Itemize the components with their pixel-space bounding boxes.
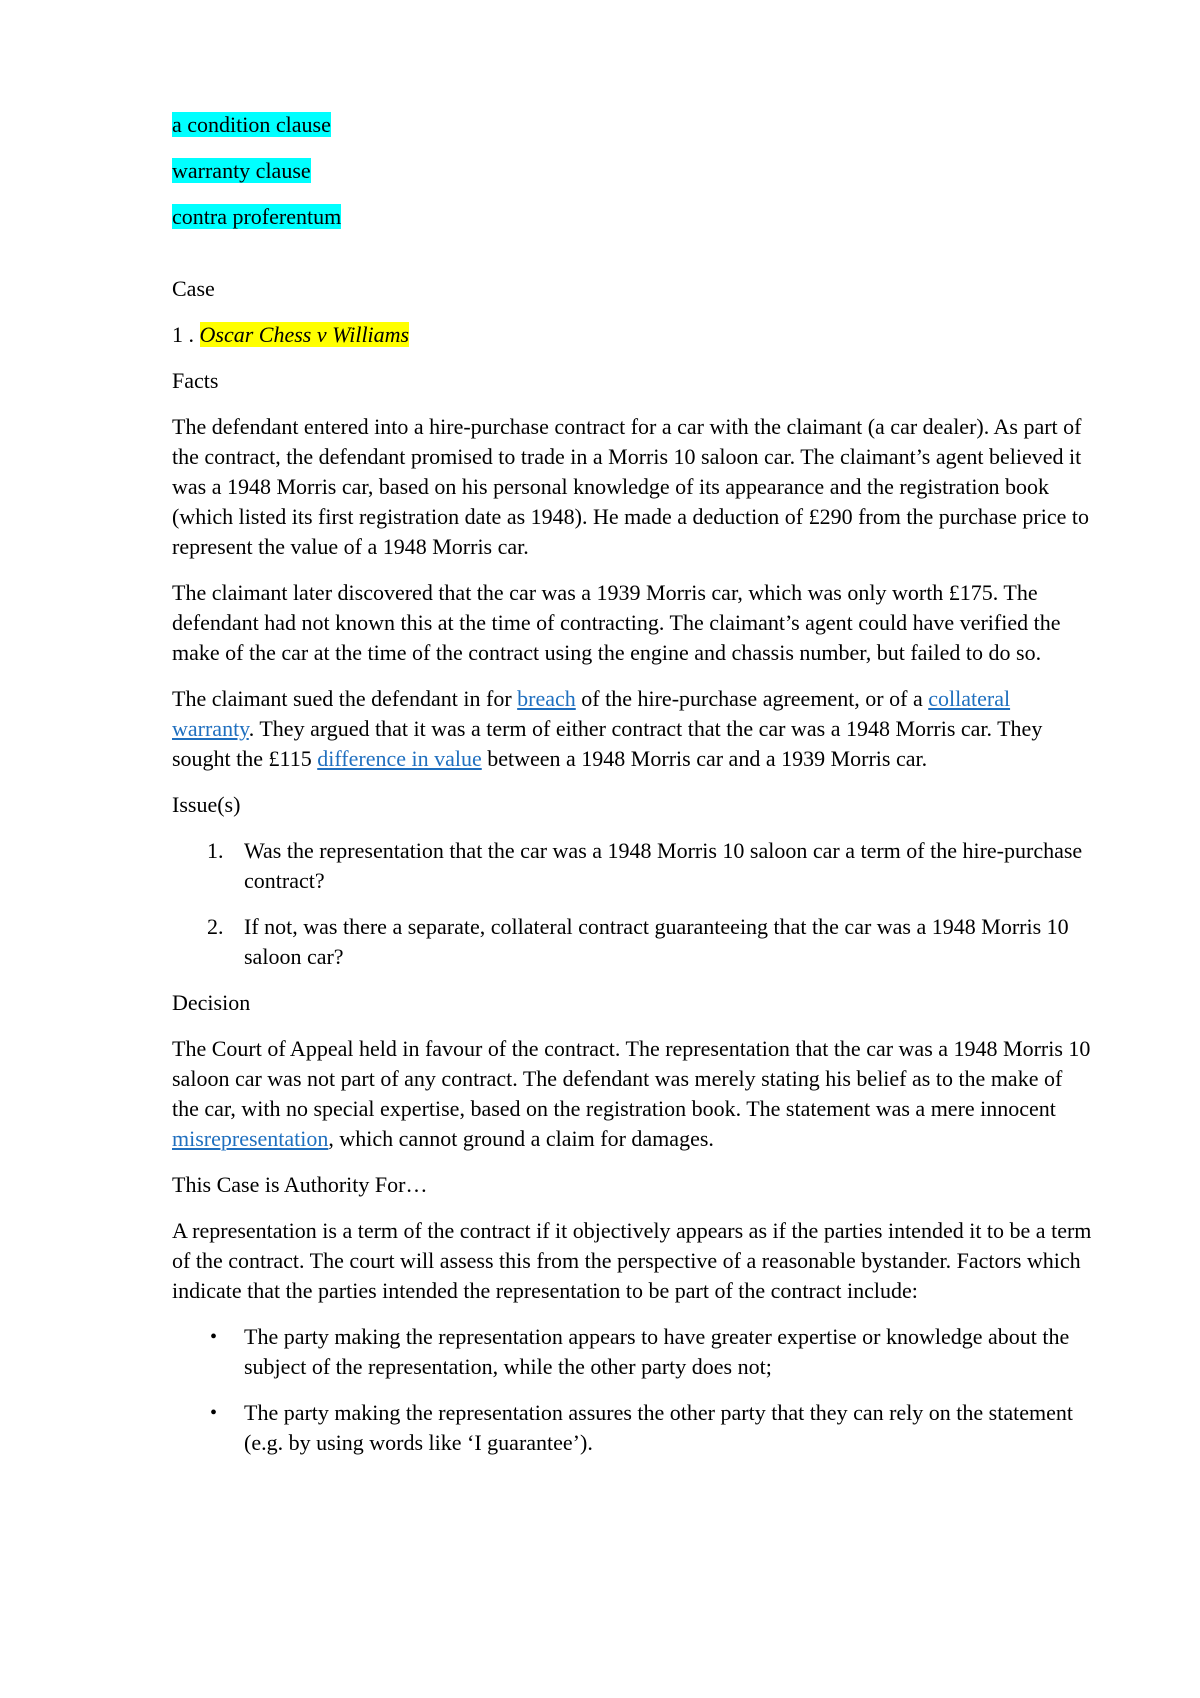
- list-item: 1. Was the representation that the car was a 1948 Morris 10 saloon car a term of the hire-purchase contract?: [207, 838, 1083, 893]
- decision-heading: Decision: [172, 990, 251, 1015]
- collateral-warranty-link[interactable]: collateral warranty: [172, 686, 1011, 741]
- case-number: 1 .: [172, 322, 194, 347]
- keyword-line: [172, 204, 1092, 234]
- list-item: 2. If not, was there a separate, collateral contract guaranteeing that the car was a 1948 Morris 10 saloon car?: [207, 914, 1069, 969]
- breach-link[interactable]: breach: [517, 686, 576, 711]
- keyword-warranty-clause: warranty clause: [172, 158, 311, 183]
- decision-paragraph: The Court of Appeal held in favour of the contract. The representation that the car was a 1948 Morris 10 saloon car was not part of any contract. The defendant was merely stating his belief as to the make of the car, with no special expertise, based on the registration book. The statement was a mere innocent misrepresentation, which cannot ground a claim for damages.: [172, 1036, 1091, 1151]
- keyword-line: [172, 158, 1092, 188]
- list-item: • The party making the representation assures the other party that they can rely on the statement (e.g. by using words like ‘I guarantee’).: [210, 1400, 1073, 1455]
- document-body: [172, 112, 1092, 1474]
- facts-paragraph-1: The defendant entered into a hire-purchase contract for a car with the claimant (a car dealer). As part of the contract, the defendant promised to trade in a Morris 10 saloon car. The claimant’s agent believed it was a 1948 Morris car, based on his personal knowledge of its appearance and the registration book (which listed its first registration date as 1948). He made a deduction of £290 from the purchase price to represent the value of a 1948 Morris car.: [172, 414, 1090, 559]
- authority-paragraph: A representation is a term of the contract if it objectively appears as if the parties intended it to be a term of the contract. The court will assess this from the perspective of a reasonable bystander. Factors which indicate that the parties intended the representation to be part of the contract include:: [172, 1218, 1092, 1303]
- authority-heading: This Case is Authority For…: [172, 1172, 428, 1197]
- list-number: 2.: [207, 914, 224, 939]
- issues-heading: Issue(s): [172, 792, 241, 817]
- factors-list: [172, 1322, 1092, 1458]
- case-title: [172, 320, 1092, 350]
- facts-paragraph-3: The claimant sued the defendant in for breach of the hire-purchase agreement, or of a collateral warranty. They argued that it was a term of either contract that the car was a 1948 Morris car. They sought the £115 difference in value between a 1948 Morris car and a 1939 Morris car.: [172, 686, 1043, 771]
- case-heading: Case: [172, 276, 215, 301]
- facts-paragraph-2: The claimant later discovered that the car was a 1939 Morris car, which was only worth £175. The defendant had not known this at the time of contracting. The claimant’s agent could have verified the make of the car at the time of the contract using the engine and chassis number, but failed to do so.: [172, 580, 1061, 665]
- case-name: Oscar Chess v Williams: [199, 322, 410, 347]
- list-item: • The party making the representation appears to have greater expertise or knowledge about the subject of the representation, while the other party does not;: [210, 1324, 1070, 1379]
- keyword-line: [172, 112, 1092, 142]
- misrepresentation-link[interactable]: misrepresentation: [172, 1126, 329, 1151]
- keyword-condition-clause: a condition clause: [172, 112, 331, 137]
- issues-list: [172, 836, 1092, 972]
- bullet-icon: •: [210, 1402, 218, 1424]
- difference-in-value-link[interactable]: difference in value: [317, 746, 482, 771]
- bullet-icon: •: [210, 1326, 218, 1348]
- facts-heading: Facts: [172, 368, 219, 393]
- keyword-contra-proferentum: contra proferentum: [172, 204, 342, 229]
- list-number: 1.: [207, 838, 224, 863]
